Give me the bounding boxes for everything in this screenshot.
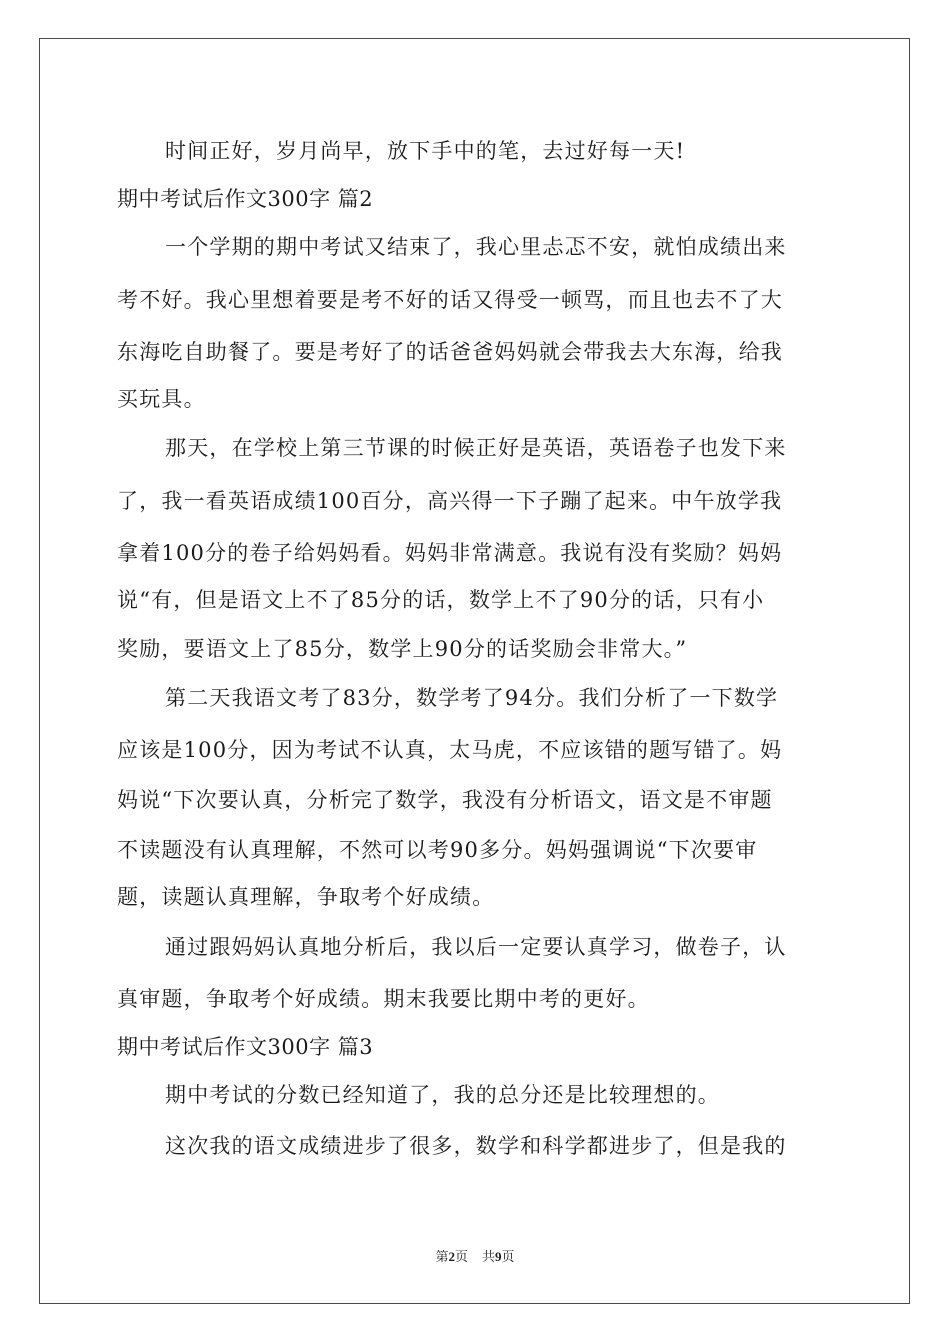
paragraph-line: 真审题，争取考个好成绩。期末我要比期中考的更好。 <box>117 987 650 1011</box>
paragraph-line: 期中考试的分数已经知道了，我的总分还是比较理想的。 <box>165 1083 720 1107</box>
paragraph-line: 第二天我语文考了83分，数学考了94分。我们分析了一下数学 <box>165 686 779 710</box>
paragraph-line: 买玩具。 <box>117 387 206 411</box>
paragraph-line: 通过跟妈妈认真地分析后，我以后一定要认真学习，做卷子，认 <box>165 935 787 959</box>
paragraph-line: 这次我的语文成绩进步了很多，数学和科学都进步了，但是我的 <box>165 1134 787 1158</box>
paragraph-line: 东海吃自助餐了。要是考好了的话爸爸妈妈就会带我去大东海，给我 <box>117 340 783 364</box>
paragraph-line: 了，我一看英语成绩100百分，高兴得一下子蹦了起来。中午放学我 <box>117 489 783 513</box>
page-number: 第2页 <box>435 1249 468 1264</box>
paragraph-line: 说“有，但是语文上不了85分的话，数学上不了90分的话，只有小 <box>117 588 765 612</box>
page-total: 共9页 <box>482 1249 515 1264</box>
paragraph-line: 拿着100分的卷子给妈妈看。妈妈非常满意。我说有没有奖励？妈妈 <box>117 541 783 565</box>
paragraph-line: 一个学期的期中考试又结束了，我心里忐忑不安，就怕成绩出来 <box>165 235 787 259</box>
page-border <box>39 38 910 1304</box>
paragraph-line: 考不好。我心里想着要是考不好的话又得受一顿骂，而且也去不了大 <box>117 288 783 312</box>
paragraph-line: 时间正好，岁月尚早，放下手中的笔，去过好每一天! <box>165 139 686 163</box>
paragraph-line: 应该是100分，因为考试不认真，太马虎，不应该错的题写错了。妈 <box>117 738 783 762</box>
paragraph-line: 妈说“下次要认真，分析完了数学，我没有分析语文，语文是不审题 <box>117 788 773 812</box>
paragraph-line: 题，读题认真理解，争取考个好成绩。 <box>117 885 495 909</box>
section-heading: 期中考试后作文300字 篇3 <box>117 1035 374 1059</box>
paragraph-line: 不读题没有认真理解，不然可以考90多分。妈妈强调说“下次要审 <box>117 838 758 862</box>
page-footer <box>0 1248 950 1266</box>
section-heading: 期中考试后作文300字 篇2 <box>117 187 374 211</box>
paragraph-line: 奖励，要语文上了85分，数学上90分的话奖励会非常大。” <box>117 637 688 661</box>
paragraph-line: 那天，在学校上第三节课的时候正好是英语，英语卷子也发下来 <box>165 436 787 460</box>
